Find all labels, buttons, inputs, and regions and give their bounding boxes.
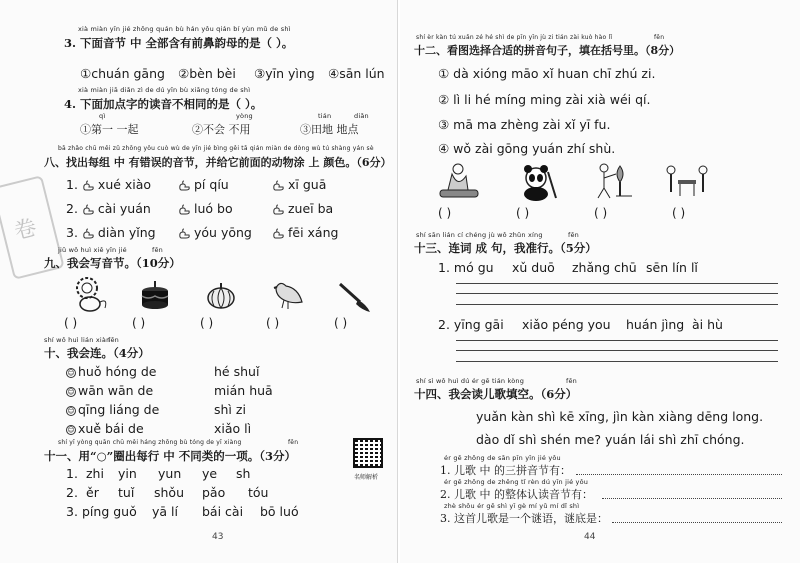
qr-code xyxy=(353,438,383,468)
s14-q3: 3. 这首儿歌是一个谜语，谜底是： xyxy=(440,512,608,525)
s14-q3-pinyin: zhè shǒu ér gē shì yī gè mí yǔ mí dǐ shì xyxy=(444,502,580,510)
q3-option-1: ①chuán gāng xyxy=(80,66,165,81)
s8-row-2: 2. cài yuán xyxy=(66,201,151,216)
s9-blank-3[interactable]: ( ) xyxy=(200,316,214,330)
s14-q2: 2. 儿歌 中 的整体认读音节有： xyxy=(440,488,593,501)
s12-title: 十二、看图选择合适的拼音句子，填在括号里。（8分） xyxy=(414,44,681,57)
s12-score-pinyin: fēn xyxy=(654,34,665,41)
s14-title: 十四、我会读儿歌填空。（6分） xyxy=(414,387,578,401)
s9-pinyin: jiǔ wǒ huì xiě yīn jié xyxy=(58,246,127,254)
planting-tree-icon xyxy=(590,160,636,202)
s11-row-1: 1. xyxy=(66,466,78,481)
s11-item[interactable]: tóu xyxy=(248,485,269,500)
s12-blank-4[interactable]: ( ) xyxy=(672,206,686,220)
s12-pinyin: shí èr kàn tú xuǎn zé hé shì de pīn yīn jù zi tián zài kuò hào lǐ xyxy=(416,34,613,41)
s8-row-1-c: xī guā xyxy=(272,177,326,192)
writing-line[interactable] xyxy=(456,350,778,351)
swan-icon xyxy=(272,204,285,215)
swan-icon xyxy=(82,228,95,239)
s13-row2-word-4: ài hù xyxy=(692,317,723,332)
s11-pinyin: shí yī yòng quān chū měi háng zhōng bù tóng de yī xiàng xyxy=(58,439,242,446)
s11-item[interactable]: shǒu xyxy=(154,485,185,500)
s10-right-3[interactable]: shì zi xyxy=(214,402,246,417)
s13-row2-word-1: 2. yīng gāi xyxy=(438,317,504,332)
s14-q1-pinyin: ér gē zhōng de sān pīn yīn jié yǒu xyxy=(444,454,561,462)
mother-washing-icon xyxy=(438,162,482,202)
s9-title: 九、我会写音节。（10分） xyxy=(44,256,181,270)
answer-line[interactable] xyxy=(612,522,782,523)
s9-blank-4[interactable]: ( ) xyxy=(266,316,280,330)
s11-item[interactable]: bái cài xyxy=(202,504,244,519)
s11-row-3: 3. xyxy=(66,504,78,519)
q4-opt-pinyin-1: qì xyxy=(99,112,106,120)
s9-blank-5[interactable]: ( ) xyxy=(334,316,348,330)
q4-opt-pinyin-4: diǎn xyxy=(354,112,369,120)
s8-row-3-b: yóu yōng xyxy=(178,225,252,240)
s12-blank-1[interactable]: ( ) xyxy=(438,206,452,220)
writing-line[interactable] xyxy=(456,293,778,294)
s9-blank-1[interactable]: ( ) xyxy=(64,316,78,330)
s13-row1-word-4: sēn lín lǐ xyxy=(646,260,698,275)
s8-row-3: 3. diàn yǐng xyxy=(66,225,156,240)
s14-score-pinyin: fēn xyxy=(566,377,578,385)
answer-line[interactable] xyxy=(602,498,782,499)
s14-q2-pinyin: ér gē zhōng de zhěng tǐ rèn dú yīn jié yǒu xyxy=(444,478,589,486)
s11-item[interactable]: bō luó xyxy=(260,504,299,519)
s12-option-4: ④ wǒ zài gōng yuán zhí shù. xyxy=(438,141,616,156)
swan-icon xyxy=(272,228,285,239)
q4-text: 4. 下面加点字的读音不相同的是（ ）。 xyxy=(64,97,263,111)
s10-pinyin: shí wǒ huì lián xiàn xyxy=(44,336,111,344)
s11-item[interactable]: zhi xyxy=(86,466,104,481)
answer-line[interactable] xyxy=(576,474,782,475)
poem-line-1: yuǎn kàn shì kē xīng, jìn kàn xiàng dēng long. xyxy=(476,409,764,424)
s13-row2-word-2: xiǎo péng you xyxy=(522,317,611,332)
poem-line-2: dào dǐ shì shén me? yuán lái shì zhī chóng. xyxy=(476,432,745,447)
s11-item[interactable]: ěr xyxy=(86,485,99,500)
smiley-icon: ☺ xyxy=(67,407,75,415)
stamp-watermark: 卷 xyxy=(0,175,65,280)
s8-pinyin: bā zhǎo chū měi zǔ zhōng yǒu cuò wù de yīn jié bìng gěi tā qián miàn de dòng wù tú shàng yán sè xyxy=(58,145,374,152)
swan-icon xyxy=(82,204,95,215)
writing-line[interactable] xyxy=(456,340,778,341)
left-page xyxy=(0,0,398,563)
s11-item[interactable]: píng guǒ xyxy=(82,504,137,519)
q3-option-2: ②bèn bèi xyxy=(178,66,236,81)
smiley-icon: ☺ xyxy=(67,369,75,377)
s13-row1-word-2: xǔ duō xyxy=(512,260,555,275)
s14-pinyin: shí sì wǒ huì dú ér gē tián kòng xyxy=(416,377,525,385)
s10-title: 十、我会连。（4分） xyxy=(44,346,150,360)
s11-row-2: 2. xyxy=(66,485,78,500)
right-page xyxy=(400,0,800,563)
s13-title: 十三、连词 成 句，我准行。（5分） xyxy=(414,241,597,255)
swan-icon xyxy=(82,180,95,191)
s10-right-1[interactable]: hé shuǐ xyxy=(214,364,260,379)
s11-title: 十一、用“○”圈出每行 中 不同类的一项。（3分） xyxy=(44,449,297,463)
s12-blank-2[interactable]: ( ) xyxy=(516,206,530,220)
s11-score-pinyin: fēn xyxy=(288,439,299,446)
s9-score-pinyin: fēn xyxy=(152,246,164,254)
q4-option-3: ③田地 地点 xyxy=(300,123,359,136)
page-number-right: 44 xyxy=(584,532,596,542)
s13-pinyin: shí sān lián cí chéng jù wǒ zhǔn xíng xyxy=(416,231,543,239)
qr-caption: 名师解析 xyxy=(354,474,379,481)
swan-icon xyxy=(178,180,191,191)
writing-line[interactable] xyxy=(456,283,778,284)
swan-icon xyxy=(178,228,191,239)
s12-option-1: ① dà xióng māo xǐ huan chī zhú zi. xyxy=(438,66,656,81)
s10-left-3[interactable]: ☺ qīng liáng de xyxy=(67,402,160,417)
s11-item[interactable]: pǎo xyxy=(202,485,226,500)
writing-line[interactable] xyxy=(456,361,778,362)
s13-score-pinyin: fēn xyxy=(568,231,580,239)
s9-blank-2[interactable]: ( ) xyxy=(132,316,146,330)
q3-pinyin: xià miàn yīn jié zhōng quán bù hán yǒu qián bí yùn mǔ de shì xyxy=(78,25,291,33)
q3-option-3: ③yīn yìng xyxy=(254,66,315,81)
smiley-icon: ☺ xyxy=(67,388,75,396)
q3-option-4: ④sān lún xyxy=(328,66,385,81)
q4-opt-pinyin-3: tián xyxy=(318,112,332,120)
s10-score-pinyin: fēn xyxy=(108,336,120,344)
s13-row2-word-3: huán jìng xyxy=(626,317,685,332)
s10-left-1[interactable]: ☺ huǒ hóng de xyxy=(67,364,157,379)
q3-text: 3. 下面音节 中 全部含有前鼻韵母的是（ ）。 xyxy=(64,36,294,50)
swan-icon xyxy=(272,180,285,191)
s8-row-1: 1. xué xiào xyxy=(66,177,152,192)
s11-item[interactable]: ye xyxy=(202,466,218,481)
q4-option-2: ②不会 不用 xyxy=(192,123,251,136)
s11-item[interactable]: yā lí xyxy=(152,504,178,519)
s10-right-4[interactable]: xiǎo lì xyxy=(214,421,252,436)
page-number-left: 43 xyxy=(212,532,224,542)
pigeon-icon xyxy=(270,278,306,312)
s11-item[interactable]: tuǐ xyxy=(118,485,135,500)
s13-row1-word-3: zhǎng chū xyxy=(572,260,637,275)
s8-row-1-b: pí qíu xyxy=(178,177,229,192)
s8-title: 八、找出每组 中 有错误的音节，并给它前面的动物涂 上 颜色。（6分） xyxy=(44,156,392,169)
brush-icon xyxy=(336,280,374,314)
children-playing-chess-icon xyxy=(662,162,712,202)
s8-row-2-b: luó bo xyxy=(178,201,233,216)
s12-blank-3[interactable]: ( ) xyxy=(594,206,608,220)
s10-left-4[interactable]: ☺ xuě bái de xyxy=(67,421,144,436)
swan-icon xyxy=(178,204,191,215)
s8-row-3-c: fēi xáng xyxy=(272,225,338,240)
s8-row-2-c: zueī ba xyxy=(272,201,333,216)
q4-pinyin: xià miàn jiā diǎn zì de dú yīn bù xiāng tóng de shì xyxy=(78,86,251,94)
s12-option-2: ② lì li hé míng ming zài xià wéi qí. xyxy=(438,92,651,107)
s11-item[interactable]: yin xyxy=(118,466,137,481)
s13-row1-word-1: 1. mó gu xyxy=(438,260,494,275)
cake-icon xyxy=(138,280,172,312)
s10-right-2[interactable]: mián huā xyxy=(214,383,273,398)
s14-q1: 1. 儿歌 中 的三拼音节有： xyxy=(440,464,571,477)
lion-icon xyxy=(70,276,110,314)
s11-item[interactable]: sh xyxy=(236,466,251,481)
pumpkin-icon xyxy=(206,282,236,310)
smiley-icon: ☺ xyxy=(67,426,75,434)
q4-opt-pinyin-2: yòng xyxy=(236,112,253,120)
panda-icon xyxy=(518,164,558,202)
s11-item[interactable]: yun xyxy=(158,466,182,481)
s12-option-3: ③ mā ma zhèng zài xǐ yī fu. xyxy=(438,117,611,132)
q4-option-1: ①第一 一起 xyxy=(80,123,139,136)
writing-line[interactable] xyxy=(456,304,778,305)
s10-left-2[interactable]: ☺ wān wān de xyxy=(67,383,154,398)
